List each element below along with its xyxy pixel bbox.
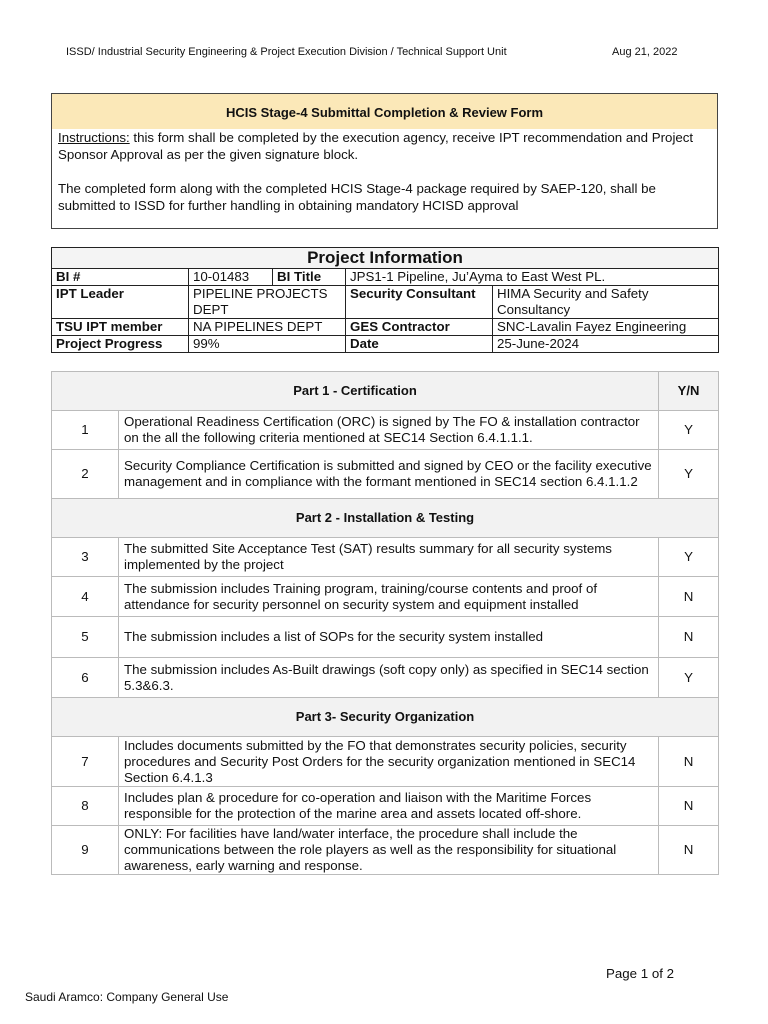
page-number: Page 1 of 2 xyxy=(606,966,675,981)
instructions xyxy=(58,129,711,163)
item-number: 1 xyxy=(52,411,119,450)
project-information-table xyxy=(51,247,719,353)
item-number: 3 xyxy=(52,538,119,577)
checklist-row xyxy=(52,787,719,826)
checklist-row xyxy=(52,411,719,450)
item-number: 8 xyxy=(52,787,119,826)
ipt-leader-label: IPT Leader xyxy=(52,286,189,319)
item-text: ONLY: For facilities have land/water interface, the procedure shall include the communications between the role players as well as the responsibility for situational awareness, early warning and response. xyxy=(119,826,659,875)
checklist-row xyxy=(52,538,719,577)
section-header-row xyxy=(52,499,719,538)
progress-value: 99% xyxy=(189,336,346,353)
project-info-title: Project Information xyxy=(52,248,719,269)
classification-footer: Saudi Aramco: Company General Use xyxy=(25,990,229,1004)
section-title: Part 2 - Installation & Testing xyxy=(52,499,719,538)
ges-label: GES Contractor xyxy=(346,319,493,336)
section-header-row xyxy=(52,372,719,411)
bi-title-label: BI Title xyxy=(273,269,346,286)
item-number: 6 xyxy=(52,658,119,698)
item-answer: Y xyxy=(659,658,719,698)
item-text: Operational Readiness Certification (ORC) is signed by The FO & installation contractor on the all the following criteria mentioned at SEC14 Section 6.4.1.1.1. xyxy=(119,411,659,450)
item-number: 9 xyxy=(52,826,119,875)
form-title: HCIS Stage-4 Submittal Completion & Review Form xyxy=(52,94,717,129)
section-title: Part 1 - Certification xyxy=(52,372,659,411)
instructions-label: Instructions: xyxy=(58,130,130,145)
item-answer: N xyxy=(659,737,719,787)
bi-title-value: JPS1-1 Pipeline, Ju’Ayma to East West PL. xyxy=(346,269,719,286)
item-answer: N xyxy=(659,826,719,875)
item-number: 5 xyxy=(52,617,119,658)
item-text: The submitted Site Acceptance Test (SAT) results summary for all security systems implemented by the project xyxy=(119,538,659,577)
date-label: Date xyxy=(346,336,493,353)
checklist-table xyxy=(51,371,719,875)
yn-header: Y/N xyxy=(659,372,719,411)
item-answer: N xyxy=(659,787,719,826)
checklist-row xyxy=(52,826,719,875)
item-number: 4 xyxy=(52,577,119,617)
item-answer: Y xyxy=(659,538,719,577)
instructions-box xyxy=(51,93,718,229)
ipt-leader-value: PIPELINE PROJECTS DEPT xyxy=(189,286,346,319)
instructions-text: this form shall be completed by the execution agency, receive IPT recommendation and Project Sponsor Approval as per the given signature block. xyxy=(58,130,694,162)
item-number: 7 xyxy=(52,737,119,787)
ges-value: SNC-Lavalin Fayez Engineering xyxy=(493,319,719,336)
security-consultant-label: Security Consultant xyxy=(346,286,493,319)
item-text: Security Compliance Certification is submitted and signed by CEO or the facility executive management and in compliance with the formant mentioned in SEC14 section 6.4.1.1.2 xyxy=(119,450,659,499)
checklist-row xyxy=(52,577,719,617)
bi-label: BI # xyxy=(52,269,189,286)
item-text: Includes plan & procedure for co-operation and liaison with the Maritime Forces responsible for the protection of the marine area and assets located off-shore. xyxy=(119,787,659,826)
item-answer: N xyxy=(659,617,719,658)
checklist-row xyxy=(52,450,719,499)
item-text: The submission includes a list of SOPs for the security system installed xyxy=(119,617,659,658)
item-text: Includes documents submitted by the FO that demonstrates security policies, security procedures and Security Post Orders for the security organization mentioned in SEC14 Section 6.4.1.3 xyxy=(119,737,659,787)
header-date: Aug 21, 2022 xyxy=(612,46,678,58)
checklist-row xyxy=(52,737,719,787)
section-title: Part 3- Security Organization xyxy=(52,698,719,737)
security-consultant-value: HIMA Security and Safety Consultancy xyxy=(493,286,719,319)
tsu-value: NA PIPELINES DEPT xyxy=(189,319,346,336)
bi-value: 10-01483 xyxy=(189,269,273,286)
item-answer: N xyxy=(659,577,719,617)
item-text: The submission includes As-Built drawings (soft copy only) as specified in SEC14 section 5.3&6.3. xyxy=(119,658,659,698)
item-text: The submission includes Training program, training/course contents and proof of attendance for security personnel on security system and equipment installed xyxy=(119,577,659,617)
item-answer: Y xyxy=(659,411,719,450)
progress-label: Project Progress xyxy=(52,336,189,353)
date-value: 25-June-2024 xyxy=(493,336,719,353)
tsu-label: TSU IPT member xyxy=(52,319,189,336)
item-answer: Y xyxy=(659,450,719,499)
instructions-note: The completed form along with the completed HCIS Stage-4 package required by SAEP-120, shall be submitted to ISSD for further handling in obtaining mandatory HCISD approval xyxy=(58,181,656,213)
checklist-row xyxy=(52,617,719,658)
section-header-row xyxy=(52,698,719,737)
checklist-row xyxy=(52,658,719,698)
header-division: ISSD/ Industrial Security Engineering & Project Execution Division / Technical Support Unit xyxy=(66,46,507,58)
item-number: 2 xyxy=(52,450,119,499)
